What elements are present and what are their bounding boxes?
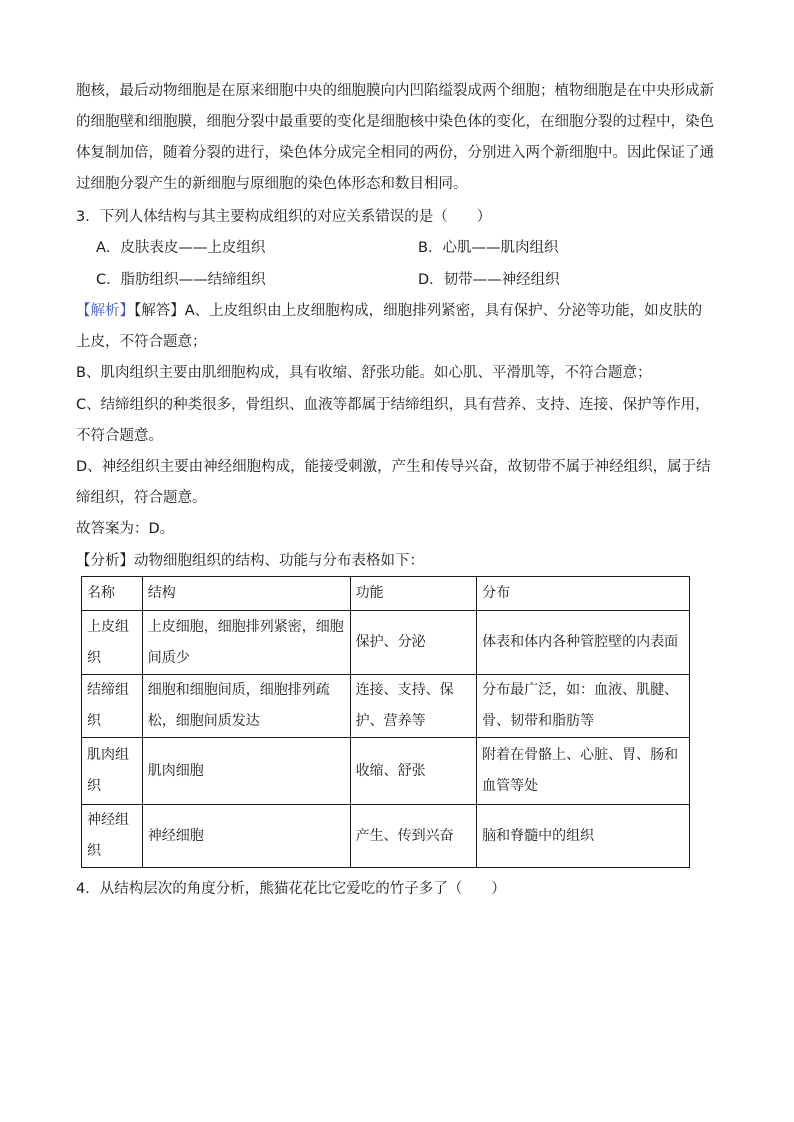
table-header-cell: 结构 (142, 577, 350, 611)
table-cell: 分布最广泛，如：血液、肌腱、骨、韧带和脂肪等 (477, 675, 690, 738)
table-cell: 附着在骨骼上、心脏、胃、肠和血管等处 (477, 738, 690, 805)
table-cell: 肌肉细胞 (142, 738, 350, 805)
table-cell: 肌肉组织 (82, 738, 143, 805)
question-3-option-a: A．皮肤表皮——上皮组织 (96, 240, 266, 256)
table-cell: 体表和体内各种管腔壁的内表面 (477, 611, 690, 675)
table-cell: 脑和脊髓中的组织 (477, 805, 690, 868)
analysis-line-b: B、肌肉组织主要由肌细胞构成，具有收缩、舒张功能。如心肌、平滑肌等，不符合题意； (76, 365, 652, 381)
analysis-line-a (76, 296, 716, 358)
table-header-row (82, 577, 690, 611)
table-cell: 上皮组织 (82, 611, 143, 675)
analysis-text-a: 【解答】A、上皮组织由上皮细胞构成，细胞排列紧密，具有保护、分泌等功能，如皮肤的上皮，不符合题意； (76, 303, 703, 350)
question-4-stem: 4．从结构层次的角度分析，熊猫花花比它爱吃的竹子多了（ ） (76, 881, 506, 897)
intro-paragraph: 胞核，最后动物细胞是在原来细胞中央的细胞膜向内凹陷缢裂成两个细胞；植物细胞是在中央形成新的细胞壁和细胞膜，细胞分裂中最重要的变化是细胞核中染色体的变化，在细胞分裂的过程中，染色体复制加倍，随着分裂的进行，染色体分成完全相同的两份，分别进入两个新细胞中。因此保证了通过细胞分裂产生的新细胞与原细胞的染色体形态和数目相同。 (76, 83, 714, 192)
analysis-line-c: C、结缔组织的种类很多，骨组织、血液等都属于结缔组织，具有营养、支持、连接、保护等作用，不符合题意。 (76, 397, 710, 444)
analysis-tag: 【解析】 (76, 303, 134, 319)
table-cell: 细胞和细胞间质，细胞排列疏松，细胞间质发达 (142, 675, 350, 738)
answer-line: 故答案为：D。 (76, 521, 175, 537)
table-header-cell: 名称 (82, 577, 143, 611)
table-cell: 连接、支持、保护、营养等 (350, 675, 476, 738)
question-3-option-c: C．脂肪组织——结缔组织 (96, 272, 266, 288)
table-row (82, 611, 690, 675)
table-cell: 神经细胞 (142, 805, 350, 868)
table-cell: 结缔组织 (82, 675, 143, 738)
table-cell: 上皮细胞，细胞排列紧密，细胞间质少 (142, 611, 350, 675)
question-3-stem: 3．下列人体结构与其主要构成组织的对应关系错误的是（ ） (76, 209, 492, 225)
table-cell: 产生、传到兴奋 (350, 805, 476, 868)
table-row (82, 805, 690, 868)
table-cell: 神经组织 (82, 805, 143, 868)
table-cell: 保护、分泌 (350, 611, 476, 675)
table-cell: 收缩、舒张 (350, 738, 476, 805)
question-3-option-d: D．韧带——神经组织 (418, 272, 560, 288)
tissue-table (81, 576, 690, 868)
analysis-summary: 【分析】动物细胞组织的结构、功能与分布表格如下： (76, 553, 424, 569)
table-header-cell: 分布 (477, 577, 690, 611)
table-row (82, 738, 690, 805)
table-row (82, 675, 690, 738)
table-header-cell: 功能 (350, 577, 476, 611)
analysis-line-d: D、神经组织主要由神经细胞构成，能接受刺激，产生和传导兴奋，故韧带不属于神经组织，属于结缔组织，符合题意。 (76, 459, 711, 506)
question-3-option-b: B．心肌——肌肉组织 (418, 240, 559, 256)
